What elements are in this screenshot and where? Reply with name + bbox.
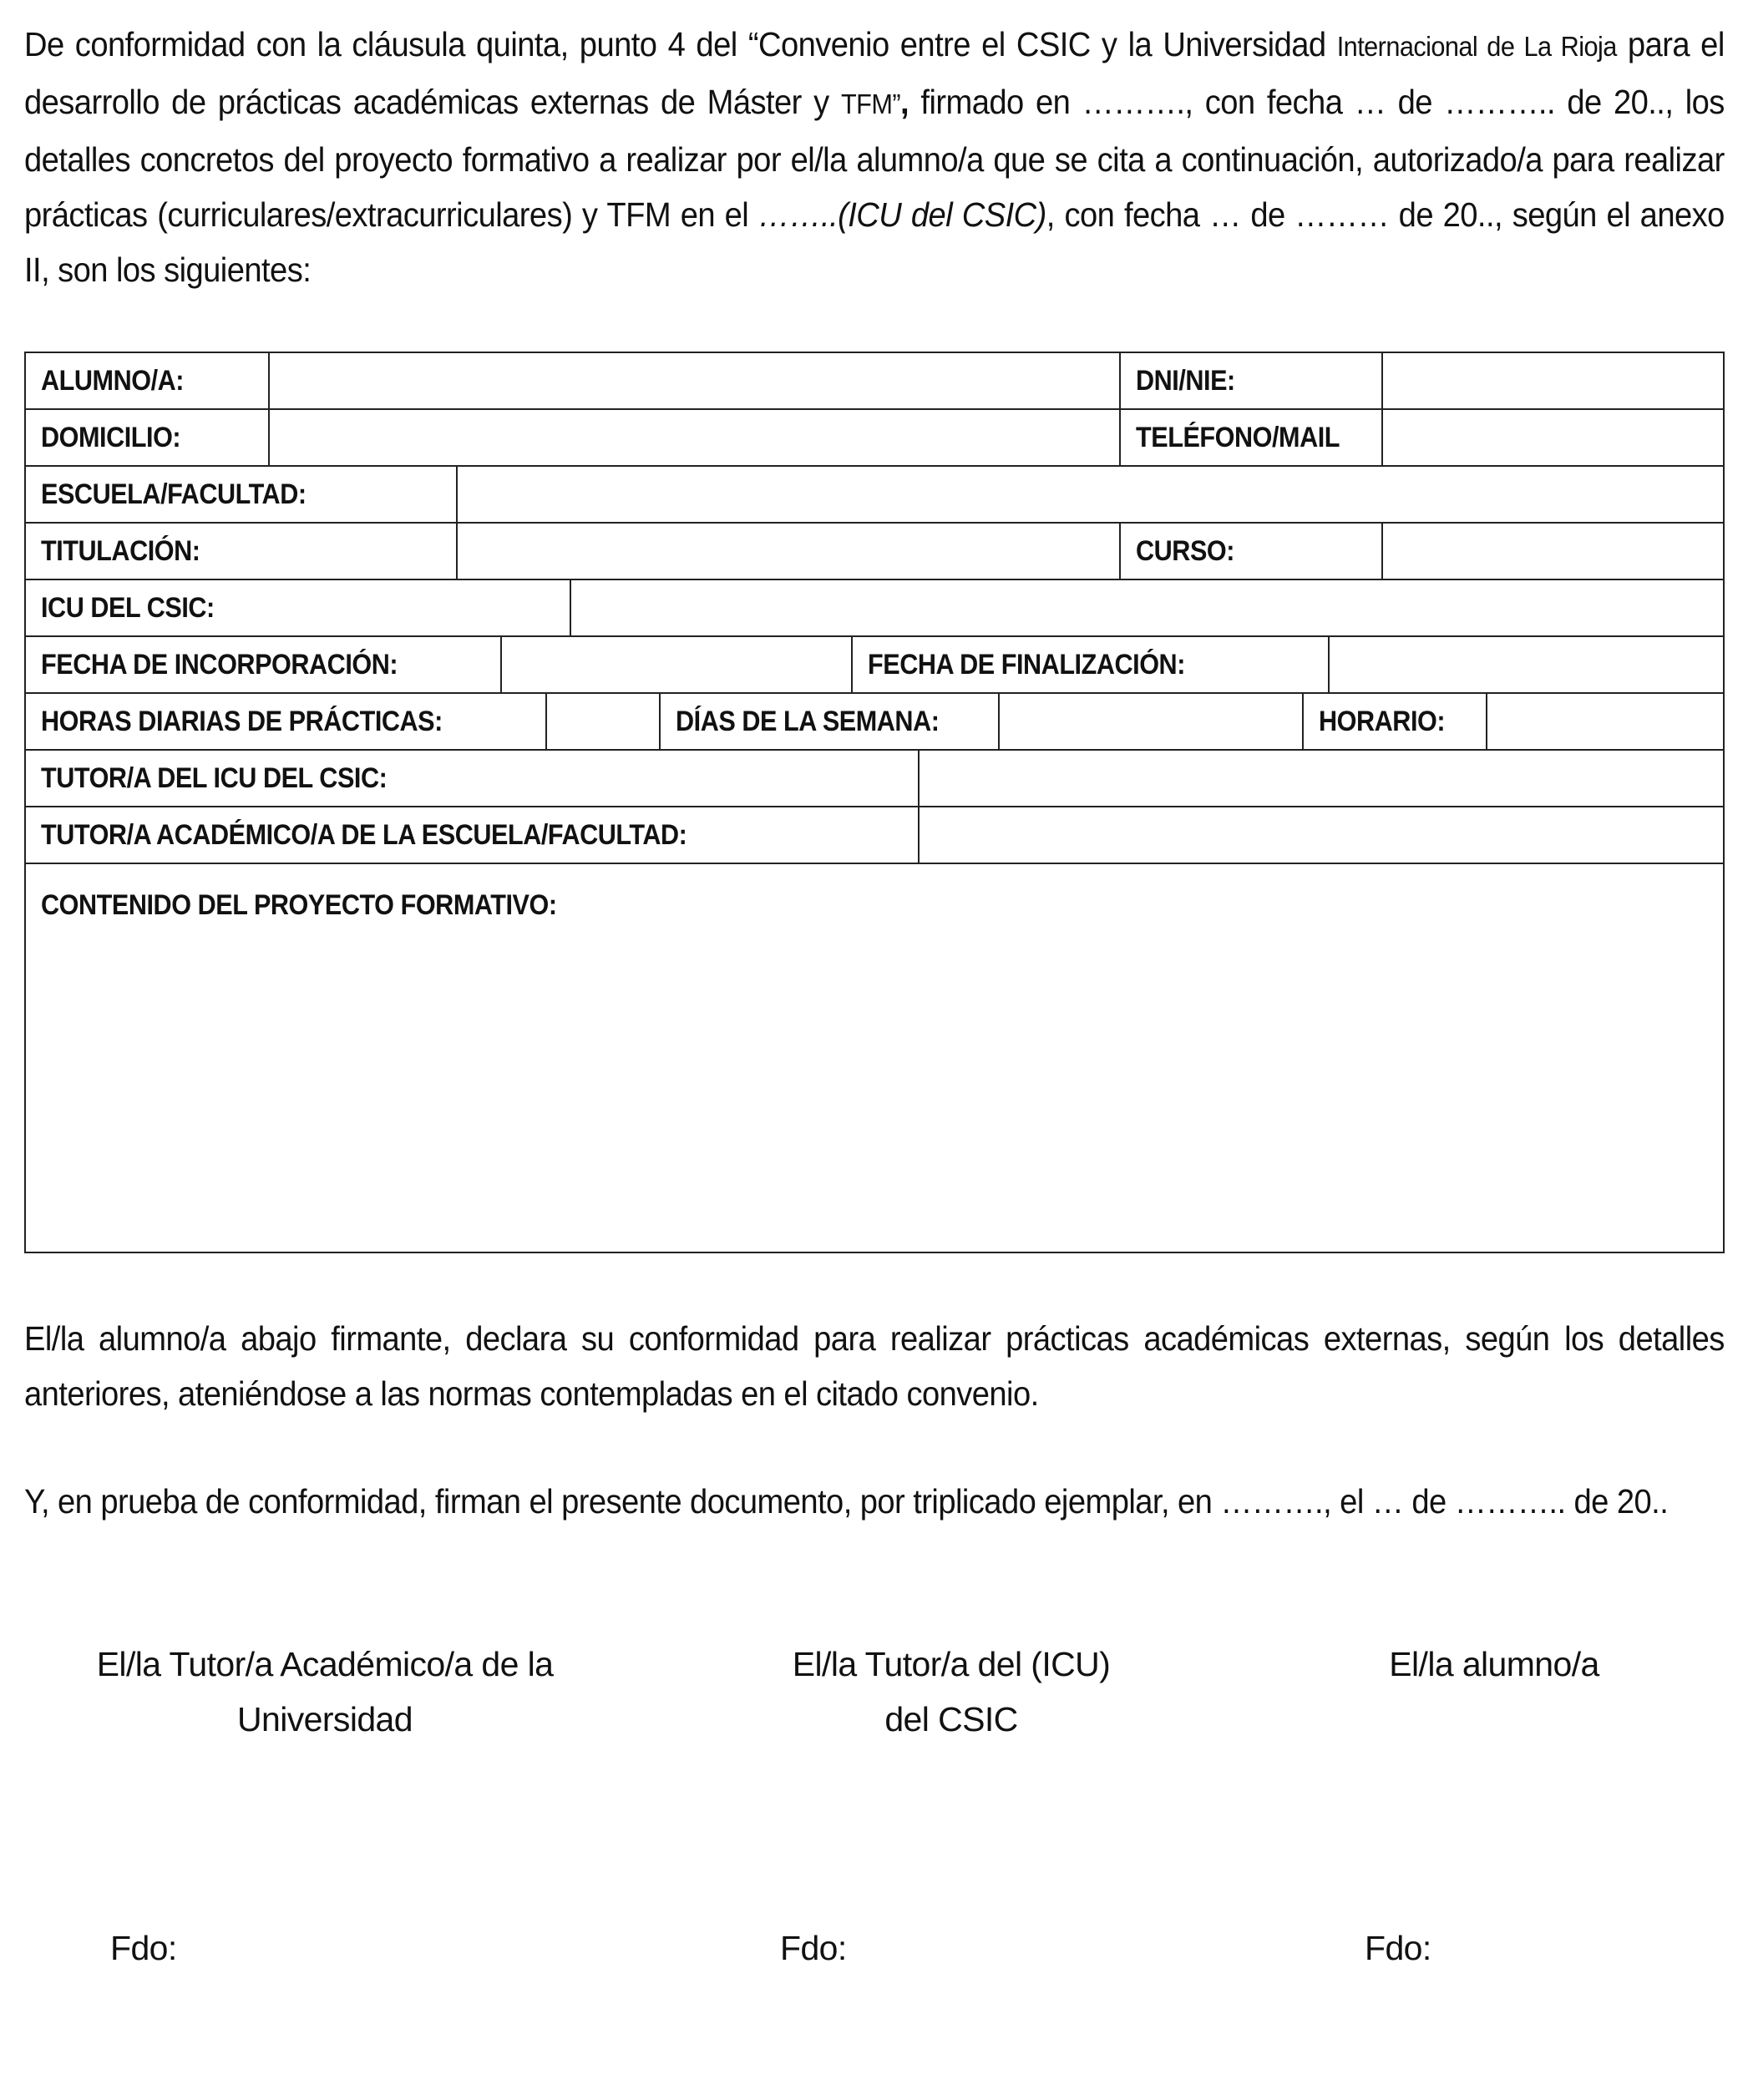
escuela-label: ESCUELA/FACULTAD: [41,478,307,510]
tutor-icu-field[interactable] [918,751,1726,806]
intro-text-5: , [900,83,909,121]
dni-field[interactable] [1381,353,1726,408]
academic-tutor-line2: Universidad [237,1700,413,1738]
domicilio-label: DOMICILIO: [41,422,181,453]
label-cell [26,637,500,692]
horario-field[interactable] [1486,694,1726,749]
row-tutor-academico [26,807,1723,864]
intro-text-8: , con fecha … de ……… de 20.., según el anexo II, son los siguientes: [24,195,1725,289]
row-alumno [26,353,1723,410]
row-domicilio [26,410,1723,467]
label-cell [26,580,570,635]
icu-label: ICU DEL CSIC: [41,592,215,624]
contenido-label: CONTENIDO DEL PROYECTO FORMATIVO: [41,889,557,921]
declaration-paragraph: El/la alumno/a abajo firmante, declara su conformidad para realizar prácticas académicas externas, según los detalles anteriores, ateniéndose a las normas contempladas en el citado convenio. [24,1319,1725,1413]
proof-paragraph: Y, en prueba de conformidad, firman el presente documento, por triplicado ejemplar, en ………., el … de ……….. de 20.. [24,1482,1669,1521]
escuela-field[interactable] [456,467,1726,522]
row-icu [26,580,1723,637]
label-cell [851,637,1328,692]
row-escuela [26,467,1723,524]
label-cell [1119,353,1381,408]
fecha-finalizacion-label: FECHA DE FINALIZACIÓN: [868,649,1185,681]
intro-text-6: firmado en ………., con fecha … de ……….. de 20.., los detalles concretos del proyecto formativo a realizar por el/la alumno/a que se cita a continuación, autorizado/a para realizar prácticas (curriculares/extracurriculares) y TFM en el [24,83,1725,234]
student-line1: El/la alumno/a [1389,1645,1599,1683]
label-cell [26,410,268,465]
row-titulacion [26,524,1723,580]
fdo-student: Fdo: [1365,1929,1431,1967]
fecha-incorporacion-field[interactable] [500,637,851,692]
row-horario [26,694,1723,751]
intro-text-2: Internacional de La Rioja [1336,31,1617,62]
icu-field[interactable] [570,580,1726,635]
icu-tutor-line1: El/la Tutor/a del (ICU) [792,1645,1111,1683]
label-cell [1302,694,1486,749]
signature-icu-tutor [742,1637,1160,1747]
alumno-field[interactable] [268,353,1119,408]
label-cell [26,694,545,749]
dias-field[interactable] [998,694,1302,749]
domicilio-field[interactable] [268,410,1119,465]
telefono-field[interactable] [1381,410,1726,465]
label-cell [26,467,456,522]
label-cell [1119,524,1381,579]
horario-label: HORARIO: [1319,706,1446,737]
tutor-academico-label: TUTOR/A ACADÉMICO/A DE LA ESCUELA/FACULTAD: [41,819,687,851]
fdo-icu: Fdo: [780,1929,847,1967]
icu-tutor-line2: del CSIC [884,1700,1018,1738]
alumno-label: ALUMNO/A: [41,365,185,397]
label-cell [659,694,998,749]
intro-text-3: para el desarrollo de prácticas académicas externas de Máster y [24,25,1725,121]
label-cell [1119,410,1381,465]
label-cell [26,807,918,863]
signature-student [1327,1637,1661,1692]
horas-field[interactable] [545,694,659,749]
label-cell [26,524,456,579]
dias-label: DÍAS DE LA SEMANA: [676,706,940,737]
titulacion-field[interactable] [456,524,1119,579]
fecha-incorporacion-label: FECHA DE INCORPORACIÓN: [41,649,398,681]
row-tutor-icu [26,751,1723,807]
dni-label: DNI/NIE: [1136,365,1235,397]
fdo-academic: Fdo: [110,1929,177,1967]
horas-label: HORAS DIARIAS DE PRÁCTICAS: [41,706,443,737]
intro-text-1: De conformidad con la cláusula quinta, punto 4 del “Convenio entre el CSIC y la Universidad [24,25,1337,63]
row-fechas [26,637,1723,694]
label-cell [26,353,268,408]
titulacion-label: TITULACIÓN: [41,535,200,567]
telefono-label: TELÉFONO/MAIL [1136,422,1340,453]
intro-text-4: TFM” [840,89,901,119]
fecha-finalizacion-field[interactable] [1328,637,1726,692]
curso-label: CURSO: [1136,535,1234,567]
practice-form-table [24,352,1725,1253]
tutor-icu-label: TUTOR/A DEL ICU DEL CSIC: [41,762,388,794]
curso-field[interactable] [1381,524,1726,579]
label-cell [26,751,918,806]
signature-academic-tutor [74,1637,575,1747]
academic-tutor-line1: El/la Tutor/a Académico/a de la [96,1645,554,1683]
contenido-area[interactable] [26,878,616,933]
intro-paragraph [24,17,1725,297]
tutor-academico-field[interactable] [918,807,1726,863]
intro-text-icu: ……..(ICU del CSIC) [757,195,1046,234]
